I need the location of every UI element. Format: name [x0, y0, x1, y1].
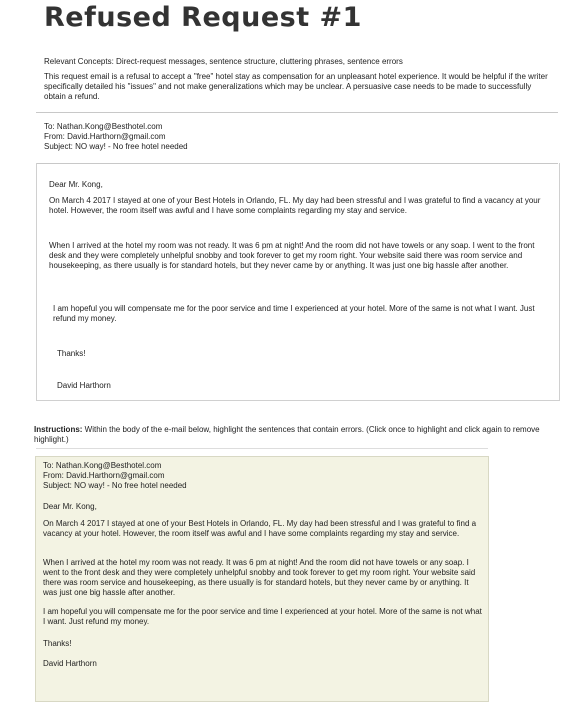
instructions-text: Within the body of the e-mail below, highlight the sentences that contain errors. (Click once to highlight and click again to remove highlight.): [34, 425, 540, 444]
email-signature: David Harthorn: [57, 381, 111, 390]
email-body: [36, 163, 560, 401]
highlight-greeting[interactable]: Dear Mr. Kong,: [43, 502, 97, 511]
highlight-paragraph-1[interactable]: On March 4 2017 I stayed at one of your Best Hotels in Orlando, FL. My day had been stressful and I was grateful to find a vacancy at your hotel. However, the room itself was awful and I have some complaints regarding my stay and service.: [43, 519, 477, 538]
divider: [36, 448, 488, 449]
email-from: From: David.Harthorn@gmail.com: [44, 132, 166, 141]
email-thanks: Thanks!: [57, 349, 86, 358]
email-paragraph-1: On March 4 2017 I stayed at one of your Best Hotels in Orlando, FL. My day had been stressful and I was grateful to find a vacancy at your hotel. However, the room itself was awful and I have some complaints regarding my stay and service.: [49, 196, 541, 215]
highlight-to[interactable]: To: Nathan.Kong@Besthotel.com: [43, 461, 162, 470]
email-paragraph-2: When I arrived at the hotel my room was not ready. It was 6 pm at night! And the room did not have towels or any soap. I went to the front desk and they were completely unhelpful snobby and took forever to get my room right. Your website said there was room service and housekeeping, as there usually is for standard hotels, but they never came by or anything. It was just one big hassle after another.: [49, 241, 535, 270]
email-header: [36, 112, 558, 164]
instructions-label: Instructions:: [34, 425, 83, 434]
instructions: [34, 425, 570, 445]
email-subject: Subject: NO way! - No free hotel needed: [44, 142, 188, 151]
page-title: Refused Request #1: [44, 2, 362, 33]
highlight-thanks[interactable]: Thanks!: [43, 639, 72, 648]
highlight-email-area[interactable]: [35, 456, 489, 702]
highlight-from[interactable]: From: David.Harthorn@gmail.com: [43, 471, 165, 480]
email-greeting: Dear Mr. Kong,: [49, 180, 103, 189]
highlight-paragraph-2[interactable]: When I arrived at the hotel my room was not ready. It was 6 pm at night! And the room did not have towels or any soap. I went to the front desk and they were completely unhelpful snobby and took forever to get my room right. Your website said there was room service and housekeeping, as there usually is for standard hotels, but they never came by or anything. It was just one big hassle after another.: [43, 558, 476, 597]
email-to: To: Nathan.Kong@Besthotel.com: [44, 122, 163, 131]
email-paragraph-3: I am hopeful you will compensate me for the poor service and time I experienced at your hotel. More of the same is not what I want. Just refund my money.: [53, 304, 535, 323]
relevant-concepts: Relevant Concepts: Direct-request messages, sentence structure, cluttering phrases, sentence errors: [44, 57, 403, 66]
highlight-signature[interactable]: David Harthorn: [43, 659, 97, 668]
email-header-lines: [44, 122, 188, 152]
highlight-subject[interactable]: Subject: NO way! - No free hotel needed: [43, 481, 187, 490]
highlight-paragraph-3[interactable]: I am hopeful you will compensate me for the poor service and time I experienced at your hotel. More of the same is not what I want. Just refund my money.: [43, 607, 482, 626]
intro-text: This request email is a refusal to accept a "free" hotel stay as compensation for an unpleasant hotel experience. It would be helpful if the writer specifically detailed his "issues" and not make generalizations which may be unclear. A persuasive case needs to be made to successfully obtain a refund.: [44, 72, 548, 101]
